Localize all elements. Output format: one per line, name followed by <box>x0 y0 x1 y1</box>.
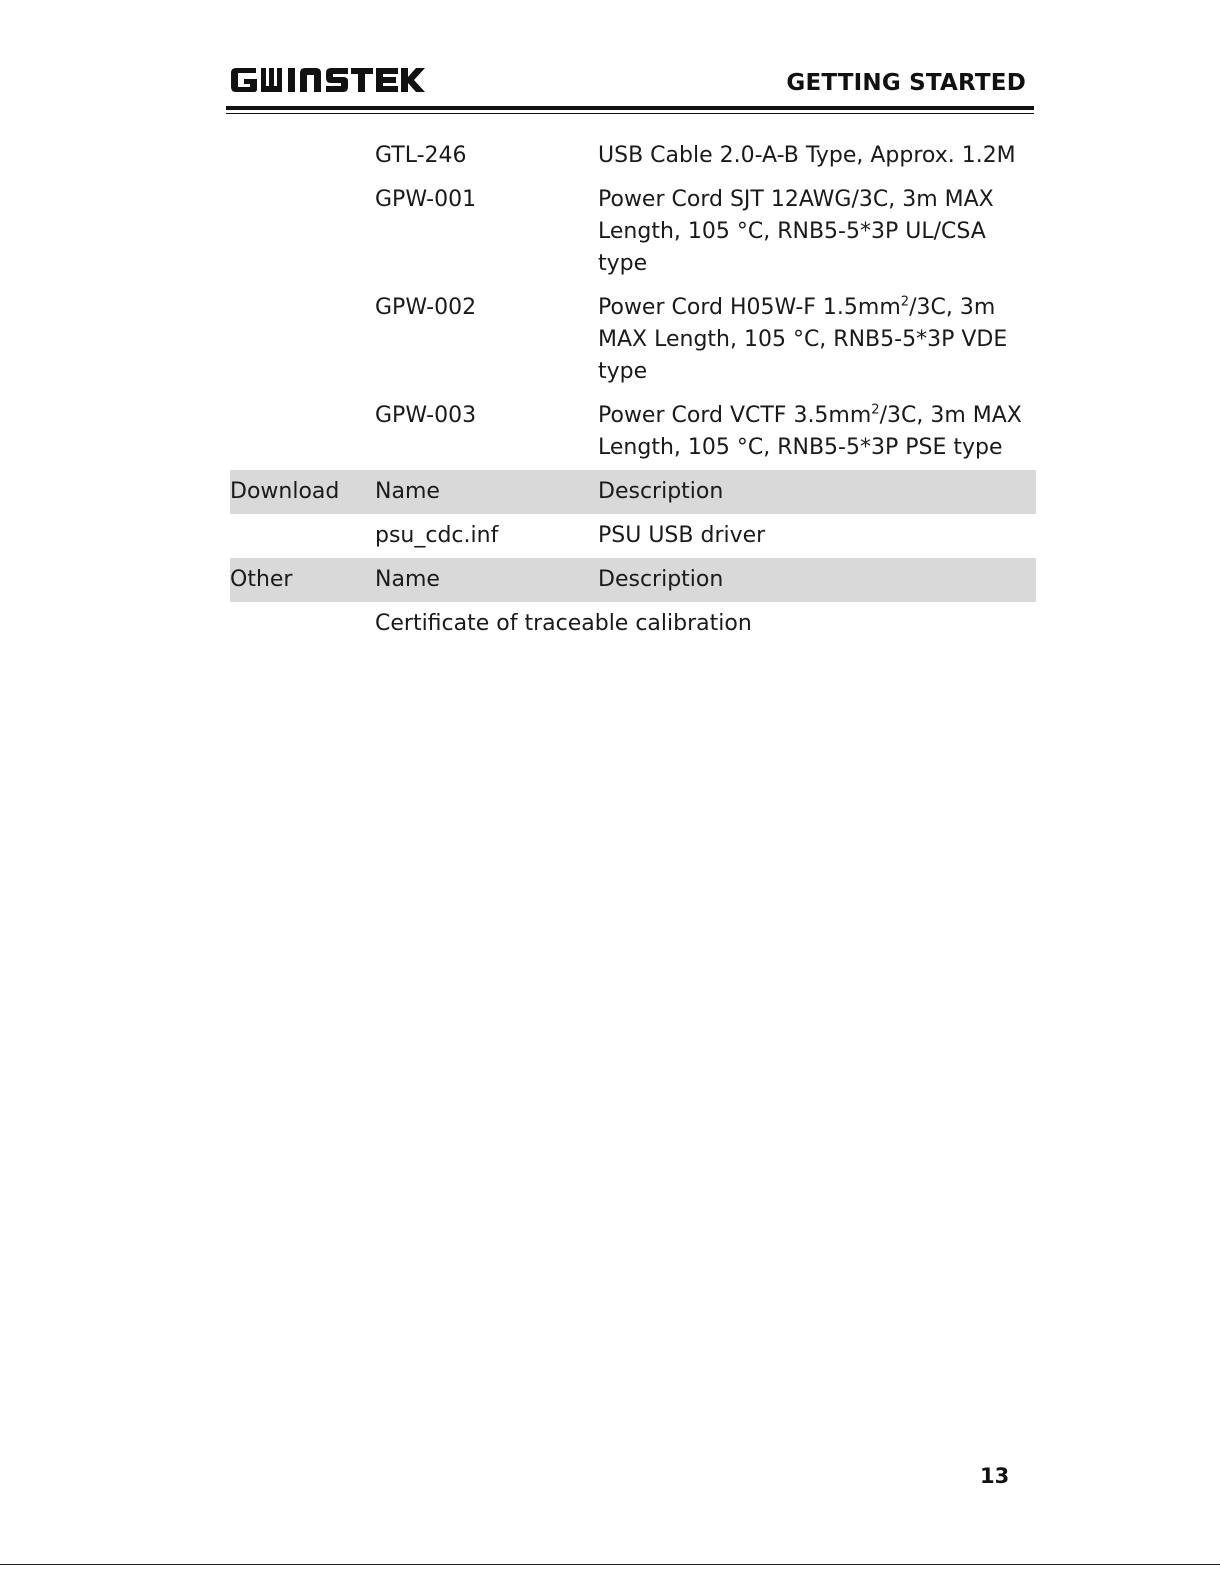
superscript: 2 <box>871 402 880 418</box>
item-name: GPW-003 <box>375 403 477 428</box>
item-name: GPW-002 <box>375 295 477 320</box>
page-number: 13 <box>980 1464 1010 1488</box>
column-header-name: Name <box>375 558 598 602</box>
page-bottom-line <box>0 1564 1220 1565</box>
desc-part: Power Cord VCTF 3.5mm <box>598 403 872 428</box>
desc-part: Power Cord H05W-F 1.5mm <box>598 295 901 320</box>
item-name: Certificate of traceable calibration <box>375 611 752 636</box>
category-cell <box>230 178 375 286</box>
table-row <box>230 178 1036 286</box>
header-rule-thick <box>226 106 1034 110</box>
category-cell <box>230 286 375 394</box>
item-name: psu_cdc.inf <box>375 523 499 548</box>
download-header-row <box>230 470 1036 514</box>
item-name: GTL-246 <box>375 143 467 168</box>
item-description <box>598 394 1036 470</box>
superscript: 2 <box>900 294 910 310</box>
category-cell <box>230 134 375 178</box>
section-title: GETTING STARTED <box>786 70 1026 96</box>
table-row <box>230 602 1036 646</box>
category-label: Other <box>230 558 375 602</box>
item-description: USB Cable 2.0-A-B Type, Approx. 1.2M <box>598 143 1016 168</box>
desc-part: /3C, 3m MAX Length, 105 °C, RNB5-5*3P PSE type <box>598 403 1022 460</box>
item-description <box>598 286 1036 394</box>
table-row <box>230 514 1036 558</box>
category-cell <box>230 602 375 646</box>
category-cell <box>230 514 375 558</box>
desc-part: /3C, 3m MAX Length, 105 °C, RNB5-5*3P VDE type <box>598 295 1008 384</box>
item-description: Power Cord SJT 12AWG/3C, 3m MAX Length, 105 °C, RNB5-5*3P UL/CSA type <box>598 187 994 276</box>
table-row <box>230 134 1036 178</box>
category-label: Download <box>230 470 375 514</box>
header-rule-thin <box>226 113 1034 114</box>
other-header-row <box>230 558 1036 602</box>
accessory-table <box>230 134 1036 646</box>
column-header-name: Name <box>375 470 598 514</box>
item-description: PSU USB driver <box>598 523 766 548</box>
gw-instek-logo <box>228 62 428 98</box>
column-header-description: Description <box>598 558 1036 602</box>
category-cell <box>230 394 375 470</box>
item-name: GPW-001 <box>375 187 477 212</box>
table-row <box>230 394 1036 470</box>
table-row <box>230 286 1036 394</box>
column-header-description: Description <box>598 470 1036 514</box>
